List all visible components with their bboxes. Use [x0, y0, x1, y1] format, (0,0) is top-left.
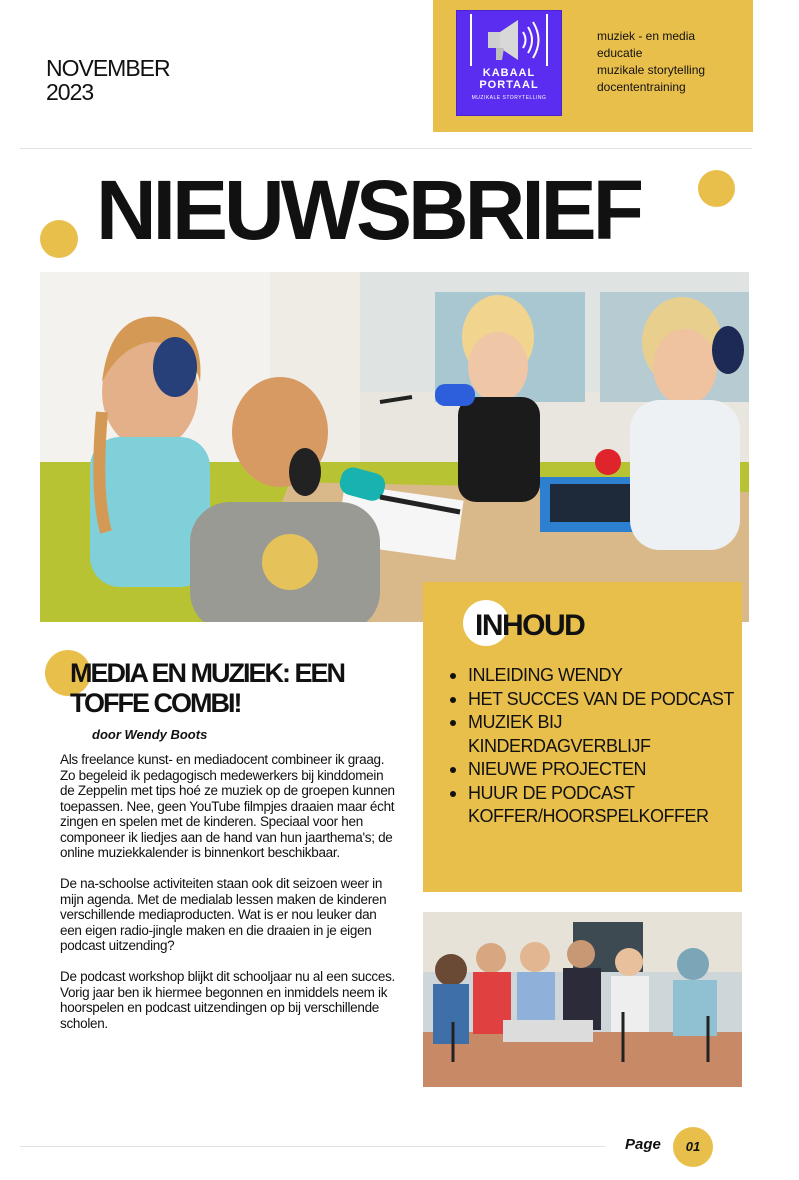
tag-item: educatie: [597, 46, 643, 60]
article-byline: door Wendy Boots: [92, 727, 208, 742]
article-body: [60, 752, 400, 1047]
toc-item: NIEUWE PROJECTEN: [446, 758, 736, 782]
issue-year: 2023: [46, 79, 94, 105]
logo-line-2: PORTAAL: [479, 79, 539, 91]
logo-subtitle: MUZIKALE STORYTELLING: [471, 95, 547, 101]
article-paragraph: De podcast workshop blijkt dit schooljaar nu al een succes. Vorig jaar ben ik hiermee begonnen en inmiddels neem ik hoorspelen en podcast uitzendingen op bij verschillende scholen.: [60, 969, 395, 1031]
tag-list: [597, 28, 705, 96]
tag-item: muziek - en media: [597, 29, 696, 43]
decor-dot-right: [698, 170, 735, 207]
kabaal-portaal-logo: [456, 10, 562, 116]
article-paragraph: De na-schoolse activiteiten staan ook dit seizoen weer in mijn agenda. Met de medialab lessen maken de kinderen verschillende mediaproducten. Wat is er nou leuker dan een eigen radio-jingle maken en die draaien in je eigen podcast uitzending?: [60, 876, 387, 953]
cartoon-illustration: [423, 912, 742, 1087]
issue-date: [46, 56, 170, 104]
hero-photo-kids-podcast: [40, 272, 749, 622]
tag-item: docententraining: [597, 80, 686, 94]
article-title: MEDIA EN MUZIEK: EEN TOFFE COMBI!: [70, 658, 345, 718]
issue-month: NOVEMBER: [46, 55, 170, 81]
cartoon-podcast-image: [423, 912, 742, 1087]
toc-item: MUZIEK BIJ KINDERDAGVERBLIJF: [446, 711, 736, 758]
page-label: Page: [625, 1136, 661, 1153]
tag-item: muzikale storytelling: [597, 63, 706, 77]
footer-divider: [20, 1146, 605, 1147]
megaphone-icon: [456, 10, 562, 70]
header-divider: [20, 148, 752, 149]
toc-item: HUUR DE PODCAST KOFFER/HOORSPELKOFFER: [446, 782, 736, 829]
page-number: 01: [673, 1127, 713, 1167]
toc-item: INLEIDING WENDY: [446, 664, 736, 688]
article-paragraph: Als freelance kunst- en mediadocent combineer ik graag. Zo begeleid ik pedagogisch medewerkers bij kinddomein de Zeppelin met tips hoé ze muziek op de groepen kunnen toepassen. Nee, geen YouTube filmpjes draaien maar écht zingen en spelen met de kinderen. Speciaal voor hen componeer ik liedjes aan de hand van hun jaarthema's; de online muziekkalender is binnenkort beschikbaar.: [60, 752, 395, 860]
toc-item: HET SUCCES VAN DE PODCAST: [446, 688, 736, 712]
decor-dot-left: [40, 220, 78, 258]
table-of-contents: [446, 664, 736, 829]
newsletter-title: NIEUWSBRIEF: [96, 163, 640, 257]
logo-line-1: KABAAL: [482, 67, 536, 79]
hero-photo-illustration: [40, 272, 749, 622]
inhoud-heading: INHOUD: [475, 609, 585, 642]
